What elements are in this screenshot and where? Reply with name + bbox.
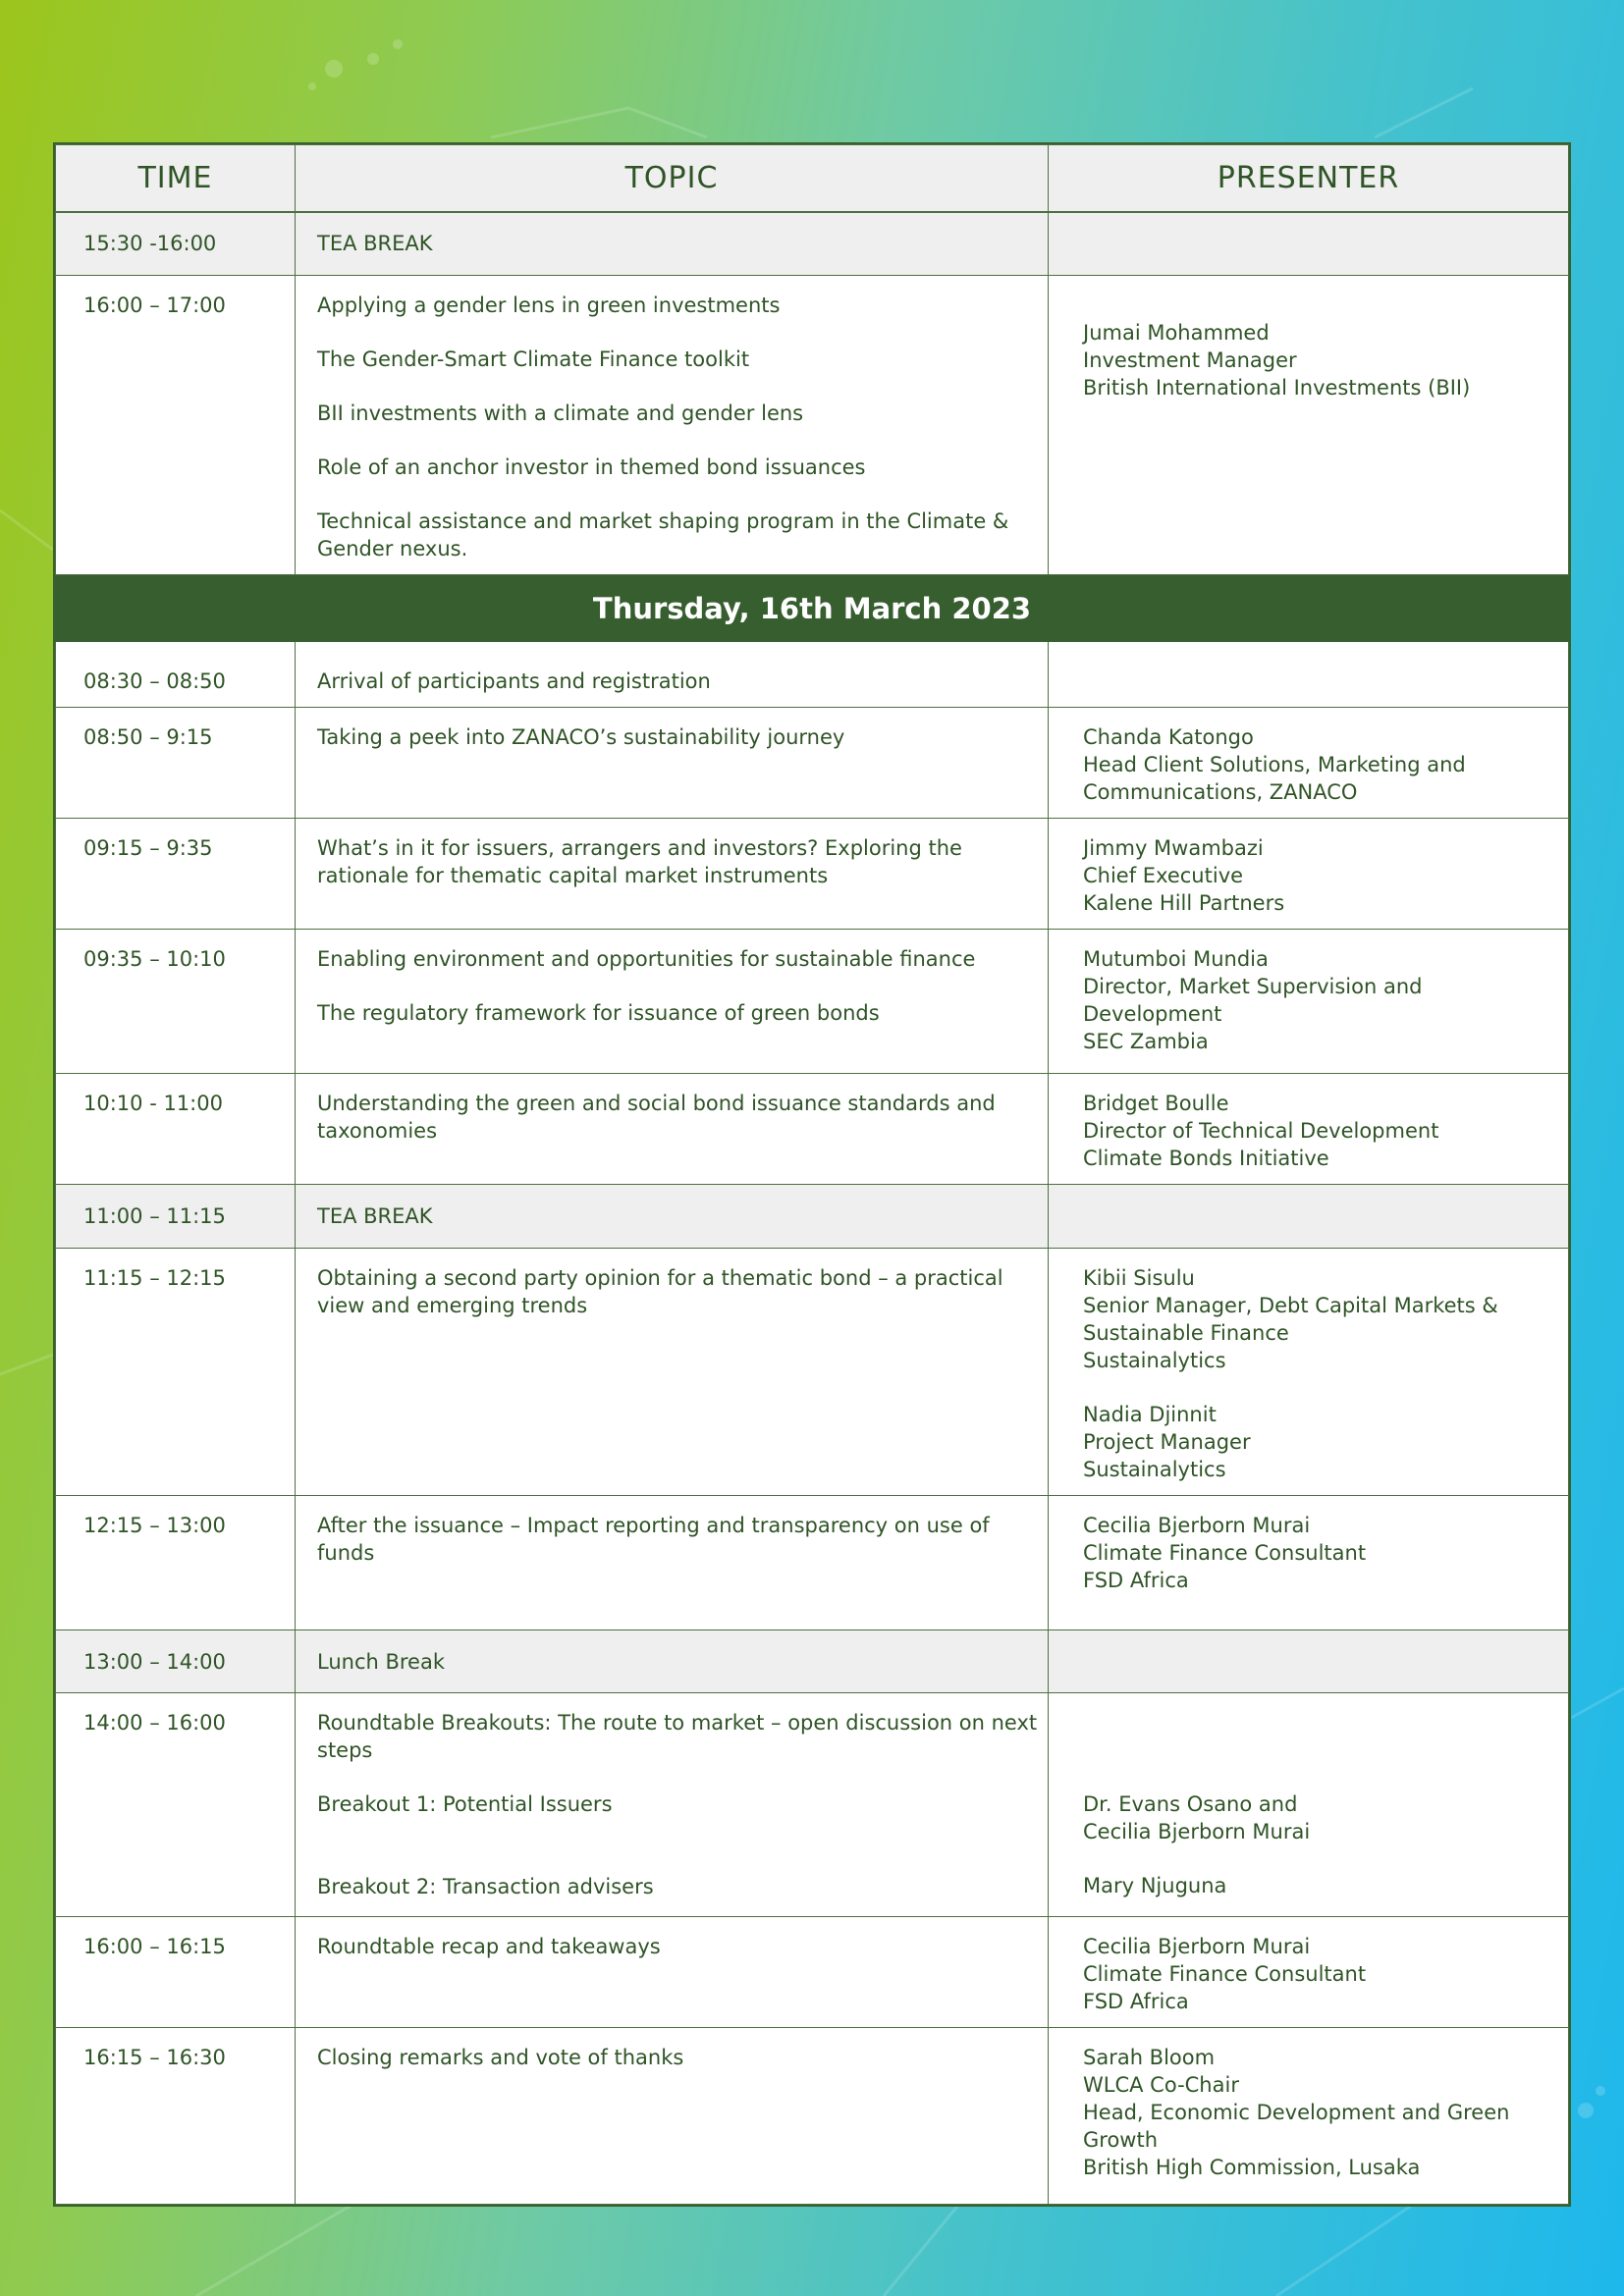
row-presenter <box>1049 1074 1569 1185</box>
presenter-role: Director of Technical Development <box>1083 1119 1439 1143</box>
row-presenter <box>1049 1630 1569 1693</box>
row-presenter <box>1049 1917 1569 2028</box>
row-time: 10:10 - 11:00 <box>56 1074 296 1185</box>
row-topic: What’s in it for issuers, arrangers and investors? Exploring the rationale for thematic capital market instruments <box>296 819 1049 930</box>
presenter-name: Bridget Boulle <box>1083 1092 1229 1115</box>
row-presenter <box>1049 930 1569 1074</box>
topic-line: Enabling environment and opportunities for sustainable finance <box>317 947 976 971</box>
presenter-name: Dr. Evans Osano and <box>1083 1792 1298 1816</box>
row-presenter <box>1049 276 1569 575</box>
table-row <box>56 1496 1569 1630</box>
presenter-role: Project Manager <box>1083 1430 1251 1454</box>
presenter-org: FSD Africa <box>1083 1569 1189 1592</box>
row-time: 13:00 – 14:00 <box>56 1630 296 1693</box>
presenter-role: Climate Finance Consultant <box>1083 1962 1367 1986</box>
topic-line: Role of an anchor investor in themed bond issuances <box>317 455 866 479</box>
topic-line: Breakout 2: Transaction advisers <box>317 1875 654 1898</box>
row-topic: TEA BREAK <box>296 1185 1049 1249</box>
row-presenter <box>1049 1693 1569 1917</box>
row-presenter <box>1049 1249 1569 1496</box>
row-time: 08:50 – 9:15 <box>56 708 296 819</box>
row-time: 16:00 – 17:00 <box>56 276 296 575</box>
table-row <box>56 930 1569 1074</box>
presenter-name: Jumai Mohammed <box>1083 321 1270 345</box>
presenter-name: Cecilia Bjerborn Murai <box>1083 1514 1311 1537</box>
row-topic: Closing remarks and vote of thanks <box>296 2028 1049 2205</box>
row-topic: Arrival of participants and registration <box>296 642 1049 708</box>
topic-line: Technical assistance and market shaping program in the Climate & Gender nexus. <box>317 509 1009 561</box>
presenter-name: Mutumboi Mundia <box>1083 947 1269 971</box>
row-presenter <box>1049 1496 1569 1630</box>
row-time: 16:15 – 16:30 <box>56 2028 296 2205</box>
row-topic: TEA BREAK <box>296 212 1049 276</box>
presenter-name: Chanda Katongo <box>1083 725 1254 749</box>
row-time: 11:00 – 11:15 <box>56 1185 296 1249</box>
presenter-role: Climate Finance Consultant <box>1083 1541 1367 1565</box>
presenter-org: Climate Bonds Initiative <box>1083 1147 1329 1170</box>
table-header <box>56 145 1569 212</box>
presenter-name: Kibii Sisulu <box>1083 1266 1195 1290</box>
topic-line: The regulatory framework for issuance of green bonds <box>317 1001 880 1025</box>
presenter-org: British International Investments (BII) <box>1083 376 1471 400</box>
presenter-name: Sarah Bloom <box>1083 2046 1216 2069</box>
row-presenter <box>1049 819 1569 930</box>
row-presenter <box>1049 2028 1569 2205</box>
row-presenter <box>1049 708 1569 819</box>
presenter-org: SEC Zambia <box>1083 1030 1209 1053</box>
row-topic <box>296 930 1049 1074</box>
presenter-name: Cecilia Bjerborn Murai <box>1083 1935 1311 1958</box>
table-row <box>56 212 1569 276</box>
row-time: 16:00 – 16:15 <box>56 1917 296 2028</box>
row-time: 11:15 – 12:15 <box>56 1249 296 1496</box>
header-topic: TOPIC <box>296 145 1049 212</box>
presenter-role: Investment Manager <box>1083 348 1297 372</box>
presenter-role: Head, Economic Development and Green Growth <box>1083 2101 1510 2152</box>
topic-line: BII investments with a climate and gender lens <box>317 401 804 425</box>
row-presenter <box>1049 212 1569 276</box>
day-header: Thursday, 16th March 2023 <box>56 575 1569 642</box>
row-presenter <box>1049 642 1569 708</box>
presenter-name: Cecilia Bjerborn Murai <box>1083 1820 1311 1843</box>
presenter-role: WLCA Co-Chair <box>1083 2073 1239 2097</box>
presenter-role: Senior Manager, Debt Capital Markets & Sustainable Finance <box>1083 1294 1498 1345</box>
table-row <box>56 2028 1569 2205</box>
topic-line: The Gender-Smart Climate Finance toolkit <box>317 347 750 371</box>
table-row <box>56 1630 1569 1693</box>
presenter-name: Jimmy Mwambazi <box>1083 836 1264 860</box>
presenter-role: Head Client Solutions, Marketing and Communications, ZANACO <box>1083 753 1466 804</box>
table-row <box>56 642 1569 708</box>
table-row <box>56 819 1569 930</box>
presenter-org: Kalene Hill Partners <box>1083 891 1285 915</box>
row-time: 09:15 – 9:35 <box>56 819 296 930</box>
presenter-role: Director, Market Supervision and Development <box>1083 975 1423 1026</box>
row-presenter <box>1049 1185 1569 1249</box>
table-row <box>56 1917 1569 2028</box>
table-row <box>56 1249 1569 1496</box>
table-row <box>56 1185 1569 1249</box>
row-time: 08:30 – 08:50 <box>56 642 296 708</box>
row-topic <box>296 1693 1049 1917</box>
row-topic: After the issuance – Impact reporting and transparency on use of funds <box>296 1496 1049 1630</box>
row-topic: Roundtable recap and takeaways <box>296 1917 1049 2028</box>
table-row <box>56 276 1569 575</box>
row-topic: Lunch Break <box>296 1630 1049 1693</box>
day-header-row <box>56 575 1569 642</box>
header-presenter: PRESENTER <box>1049 145 1569 212</box>
presenter-org: FSD Africa <box>1083 1990 1189 2013</box>
topic-line: Applying a gender lens in green investments <box>317 294 781 317</box>
table-row <box>56 1693 1569 1917</box>
topic-line: Breakout 1: Potential Issuers <box>317 1792 613 1816</box>
presenter-name: Mary Njuguna <box>1083 1874 1227 1897</box>
row-topic: Taking a peek into ZANACO’s sustainability journey <box>296 708 1049 819</box>
table-row <box>56 1074 1569 1185</box>
presenter-org: Sustainalytics <box>1083 1349 1226 1372</box>
row-time: 15:30 -16:00 <box>56 212 296 276</box>
row-topic <box>296 276 1049 575</box>
row-time: 09:35 – 10:10 <box>56 930 296 1074</box>
presenter-name: Nadia Djinnit <box>1083 1403 1217 1426</box>
row-time: 12:15 – 13:00 <box>56 1496 296 1630</box>
row-topic: Understanding the green and social bond issuance standards and taxonomies <box>296 1074 1049 1185</box>
header-time: TIME <box>56 145 296 212</box>
agenda-table <box>53 142 1571 2207</box>
topic-line: Roundtable Breakouts: The route to market – open discussion on next steps <box>317 1711 1038 1762</box>
table-row <box>56 708 1569 819</box>
row-time: 14:00 – 16:00 <box>56 1693 296 1917</box>
presenter-org: Sustainalytics <box>1083 1458 1226 1481</box>
presenter-role: Chief Executive <box>1083 864 1244 887</box>
presenter-org: British High Commission, Lusaka <box>1083 2156 1421 2179</box>
row-topic: Obtaining a second party opinion for a thematic bond – a practical view and emerging trends <box>296 1249 1049 1496</box>
